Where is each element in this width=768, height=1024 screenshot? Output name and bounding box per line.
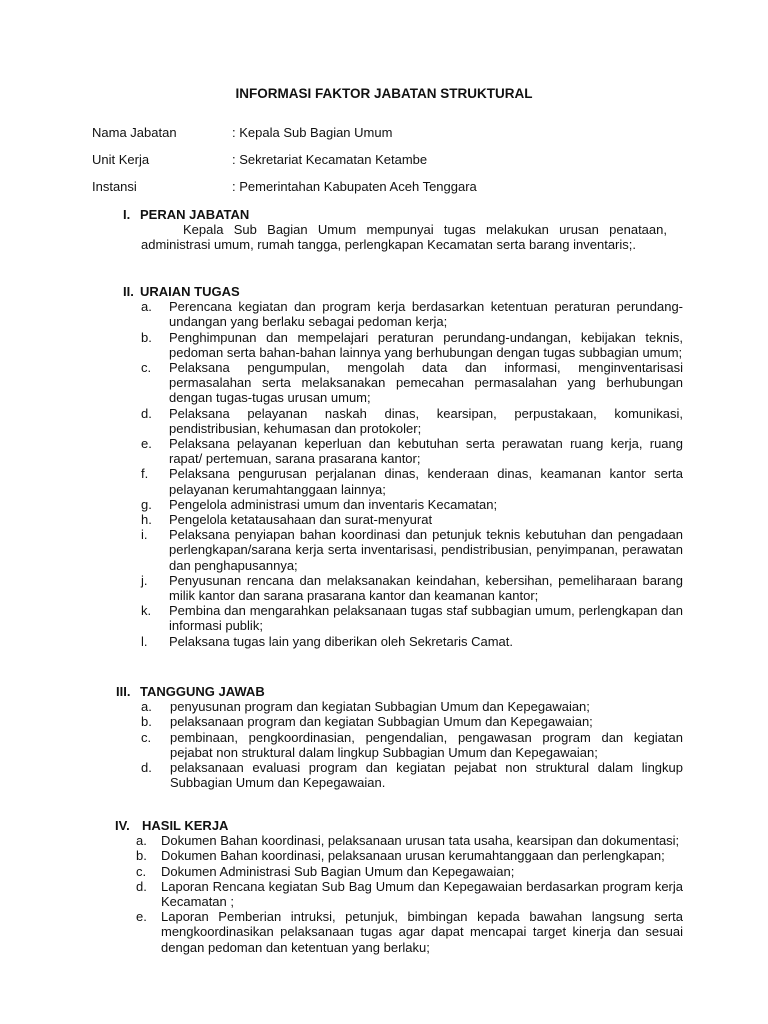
list-item-text: Dokumen Bahan koordinasi, pelaksanaan urusan kerumahtanggaan dan perlengkapan; <box>161 848 665 864</box>
list-item-text: Pelaksana pengumpulan, mengolah data dan informasi, menginventarisasi permasalahan serta melaksanakan pemecahan permasalahan yang berhubungan dengan tugas-tugas urusan umum; <box>169 360 683 406</box>
list-item-text: Pengelola ketatausahaan dan surat-menyurat <box>169 512 433 528</box>
list-item-text: Pelaksana penyiapan bahan koordinasi dan petunjuk teknis kebutuhan dan pengadaan perlengkapan/sarana kerja serta inventarisasi, pendistribusian, penyimpanan, perawatan dan penghapusannya; <box>169 527 683 573</box>
hasil-kerja-list <box>136 833 683 955</box>
list-item-text: Pengelola administrasi umum dan inventaris Kecamatan; <box>169 496 498 512</box>
info-label: Unit Kerja <box>92 152 150 167</box>
list-item <box>141 573 683 603</box>
list-item <box>141 603 683 633</box>
section-title: HASIL KERJA <box>142 818 229 833</box>
info-value: : Sekretariat Kecamatan Ketambe <box>232 152 428 167</box>
list-item-text: Penghimpunan dan mempelajari peraturan perundang-undangan, kebijakan teknis, pedoman serta bahan-bahan lainnya yang berhubungan dengan tugas subbagian umum; <box>169 329 683 360</box>
list-item <box>136 909 683 955</box>
list-item <box>141 730 683 760</box>
list-item-marker: i. <box>141 527 148 543</box>
list-item-text: Dokumen Bahan koordinasi, pelaksanaan urusan tata usaha, kearsipan dan dokumentasi; <box>161 833 680 849</box>
list-item-marker: k. <box>141 603 152 619</box>
section-title: TANGGUNG JAWAB <box>140 684 265 699</box>
list-item <box>141 299 683 329</box>
section-number: IV. <box>115 818 130 833</box>
section-heading <box>116 684 683 699</box>
list-item <box>141 330 683 360</box>
list-item-text: Laporan Pemberian intruksi, petunjuk, bimbingan kepada bawahan langsung serta mengkoordinasikan pelaksanaan tugas agar dapat mencapai target kinerja dan sesuai dengan pedoman dan ketentuan yang berlaku; <box>161 909 683 955</box>
list-item-marker: b. <box>136 848 147 864</box>
list-item-text: Dokumen Administrasi Sub Bagian Umum dan Kepegawaian; <box>161 863 515 879</box>
list-item-text: Pelaksana pelayanan naskah dinas, kearsipan, perpustakaan, komunikasi, pendistribusian, kehumasan dan protokoler; <box>169 405 683 436</box>
section-paragraph: Kepala Sub Bagian Umum mempunyai tugas melakukan urusan penataan, administrasi umum, rumah tangga, perlengkapan Kecamatan serta barang inventaris;. <box>141 222 667 253</box>
list-item-marker: l. <box>141 633 148 649</box>
list-item-marker: a. <box>141 299 152 315</box>
list-item <box>141 360 683 406</box>
section-heading <box>123 284 683 299</box>
section-uraian-tugas <box>123 284 683 649</box>
list-item-text: pelaksanaan program dan kegiatan Subbagian Umum dan Kepegawaian; <box>170 714 593 730</box>
section-heading <box>123 207 667 222</box>
list-item <box>141 512 683 527</box>
uraian-tugas-list <box>141 299 683 649</box>
list-item-text: pelaksanaan evaluasi program dan kegiatan pejabat non struktural dalam lingkup Subbagian Umum dan Kepegawaian. <box>170 760 683 791</box>
list-item-text: Perencana kegiatan dan program kerja berdasarkan ketentuan peraturan perundang-undangan yang berlaku sebagai pedoman kerja; <box>169 299 683 330</box>
list-item-text: pembinaan, pengkoordinasian, pengendalian, pengawasan program dan kegiatan pejabat non struktural dalam lingkup Subbagian Umum dan Kepegawaian; <box>170 729 683 760</box>
list-item-marker: g. <box>141 496 152 512</box>
list-item-text: Pelaksana tugas lain yang diberikan oleh Sekretaris Camat. <box>169 633 513 649</box>
list-item-marker: d. <box>136 878 147 894</box>
list-item-marker: d. <box>141 405 152 421</box>
list-item-marker: c. <box>141 729 152 745</box>
list-item <box>141 406 683 436</box>
list-item <box>141 436 683 466</box>
list-item-marker: b. <box>141 714 152 730</box>
list-item-text: Laporan Rencana kegiatan Sub Bag Umum dan Kepegawaian berdasarkan program kerja Kecamatan ; <box>161 878 683 910</box>
list-item-marker: a. <box>136 833 147 849</box>
list-item-marker: e. <box>141 436 152 452</box>
info-value: : Kepala Sub Bagian Umum <box>232 125 393 140</box>
document-title: INFORMASI FAKTOR JABATAN STRUKTURAL <box>235 86 533 101</box>
list-item-text: Pembina dan mengarahkan pelaksanaan tugas staf subbagian umum, perlengkapan dan informasi publik; <box>169 603 683 634</box>
list-item <box>136 864 683 879</box>
list-item <box>141 699 683 714</box>
tanggung-jawab-list <box>141 699 683 790</box>
list-item <box>136 879 683 909</box>
section-title: PERAN JABATAN <box>140 207 250 222</box>
section-title: URAIAN TUGAS <box>140 284 240 299</box>
section-number: III. <box>116 684 131 699</box>
info-label: Instansi <box>92 179 137 194</box>
list-item <box>141 497 683 512</box>
list-item-marker: f. <box>141 466 149 482</box>
list-item-text: penyusunan program dan kegiatan Subbagian Umum dan Kepegawaian; <box>170 699 590 715</box>
list-item <box>141 466 683 496</box>
section-hasil-kerja <box>115 818 683 955</box>
list-item-marker: j. <box>141 572 148 588</box>
list-item-text: Pelaksana pelayanan keperluan dan kebutuhan serta perawatan ruang kerja, ruang rapat/ pertemuan, sarana prasarana kantor; <box>169 436 683 467</box>
list-item-text: Penyusunan rencana dan melaksanakan keindahan, kebersihan, pemeliharaan barang milik kantor dan sarana prasarana kantor dan keamanan kantor; <box>169 572 683 604</box>
list-item-text: Pelaksana pengurusan perjalanan dinas, kenderaan dinas, keamanan kantor serta pelayanan kerumahtanggaan lainnya; <box>169 466 683 497</box>
list-item <box>141 760 683 790</box>
list-item-marker: b. <box>141 329 152 345</box>
section-peran-jabatan <box>123 207 667 253</box>
section-number: I. <box>123 207 131 222</box>
list-item-marker: h. <box>141 512 152 528</box>
list-item <box>141 527 683 573</box>
section-number: II. <box>123 284 134 299</box>
list-item-marker: c. <box>141 360 152 376</box>
list-item <box>141 714 683 729</box>
list-item-marker: e. <box>136 909 147 925</box>
list-item <box>141 634 683 649</box>
section-heading <box>115 818 683 833</box>
list-item-marker: c. <box>136 863 147 879</box>
info-value: : Pemerintahan Kabupaten Aceh Tenggara <box>232 179 477 194</box>
section-tanggung-jawab <box>116 684 683 790</box>
info-label: Nama Jabatan <box>92 125 177 140</box>
list-item <box>136 848 683 863</box>
list-item <box>136 833 683 848</box>
list-item-marker: d. <box>141 760 152 776</box>
list-item-marker: a. <box>141 699 152 715</box>
